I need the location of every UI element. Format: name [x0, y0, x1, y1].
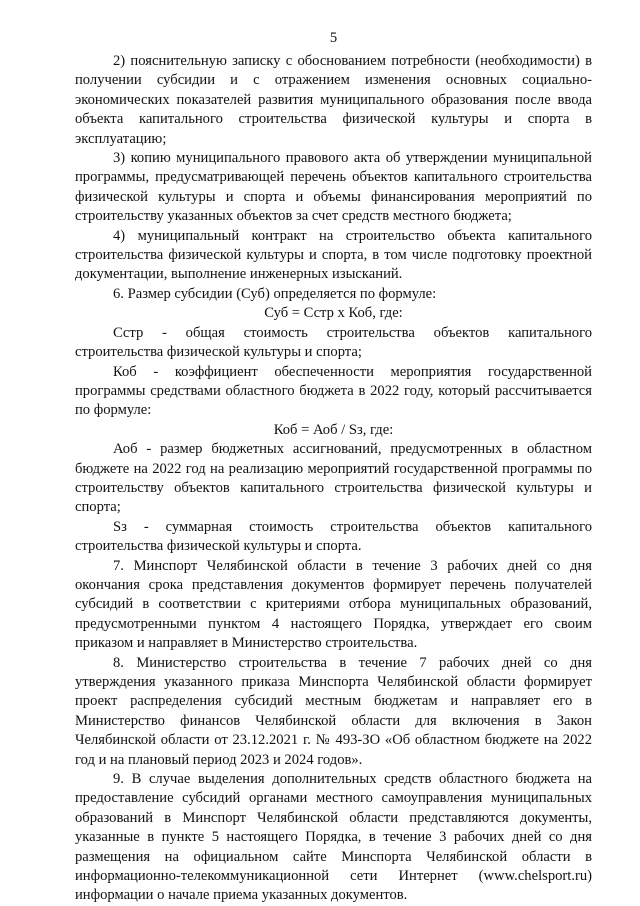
- paragraph-subsidy-size: 6. Размер субсидии (Суб) определяется по формуле:: [113, 285, 437, 302]
- paragraph-item-8: 8. Министерство строительства в течение 7 рабочих дней со дня утверждения указанного приказа Минспорта Челябинской области формирует проект распределения субсидий местным бюджетам и направляет его в Министерство финансов Челябинской области для включения в Закон Челябинской области от 23.12.2021 г. № 493-ЗО «Об областном бюджете на 2022 год и на плановый период 2023 и 2024 годов».: [75, 654, 592, 768]
- definition-total-construction-cost: Sз - суммарная стоимость строительства объектов капитального строительства физической культуры и спорта.: [75, 518, 592, 555]
- definition-total-cost: Сстр - общая стоимость строительства объектов капитального строительства физической культуры и спорта;: [75, 324, 592, 361]
- formula-coefficient: Коб = Аоб / Sз, где:: [273, 421, 394, 438]
- paragraph-item-9: 9. В случае выделения дополнительных средств областного бюджета на предоставление субсидий органами местного самоуправления муниципальных образований в Минспорт Челябинской области представляются документы, указанные в пункте 5 настоящего Порядка, в течение 3 рабочих дней со дня размещения на официальном сайте Минспорта Челябинской области в информационно-телекоммуникационной сети Интернет (www.chelsport.ru) информации о начале приема указанных документов.: [75, 771, 592, 904]
- definition-coefficient: Коб - коэффициент обеспеченности мероприятия государственной программы средствами областного бюджета в 2022 году, который рассчитывается по формуле:: [75, 363, 592, 419]
- definition-budget-allocations: Аоб - размер бюджетных ассигнований, предусмотренных в областном бюджете на 2022 год на реализацию мероприятий государственной программы по строительству объектов капитального строительства физической культуры и спорта;: [75, 441, 592, 516]
- paragraph-municipal-contract: 4) муниципальный контракт на строительство объекта капитального строительства физической культуры и спорта, в том числе подготовку проектной документации, выполнение инженерных изысканий.: [75, 227, 592, 283]
- paragraph-explanatory-note: 2) пояснительную записку с обоснованием потребности (необходимости) в получении субсидии и с отражением изменения основных социально-экономических показателей развития муниципального образования после ввода объекта капитального строительства физической культуры и спорта в эксплуатацию;: [75, 53, 592, 147]
- page-number: 5: [329, 30, 338, 46]
- paragraph-municipal-act: 3) копию муниципального правового акта об утверждении муниципальной программы, предусматривающей перечень объектов капитального строительства физической культуры и спорта и объемы финансирования мероприятий по строительству указанных объектов за счет средств местного бюджета;: [75, 150, 592, 225]
- paragraph-item-7: 7. Минспорт Челябинской области в течение 3 рабочих дней со дня окончания срока представления документов формирует перечень получателей субсидий в соответствии с критериями отбора муниципальных образований, предусмотренными пунктом 4 настоящего Порядка, утверждает его своим приказом и направляет в Министерство строительства.: [75, 557, 592, 652]
- formula-subsidy: Суб = Сстр х Коб, где:: [264, 305, 403, 322]
